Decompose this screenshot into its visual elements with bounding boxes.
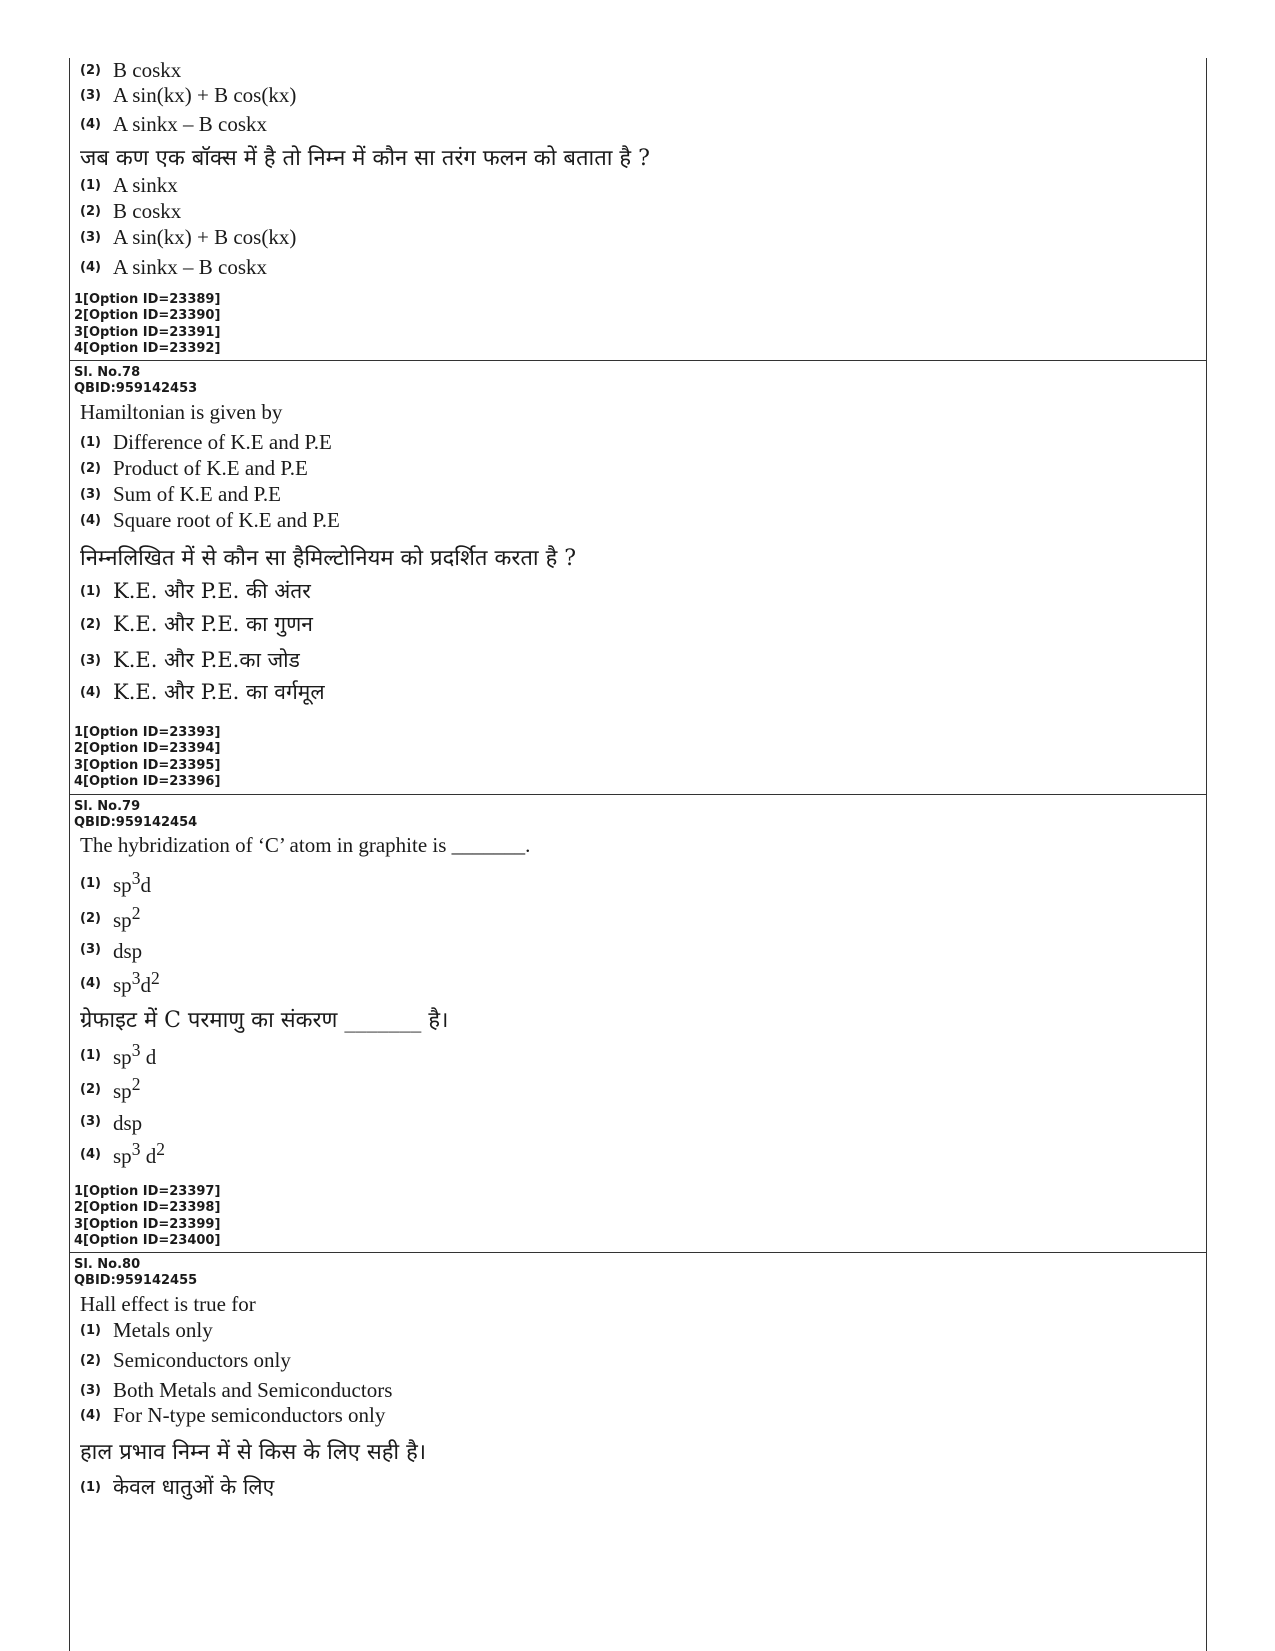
option-number: (3) — [80, 88, 101, 103]
question-text: Hamiltonian is given by — [80, 400, 283, 424]
option-id: 4[Option ID=23396] — [74, 774, 221, 790]
option-row — [80, 173, 178, 197]
option-text: Sum of K.E and P.E — [113, 482, 281, 506]
option-number: (1) — [80, 1479, 101, 1495]
option-number: (1) — [80, 1323, 101, 1338]
option-id: 1[Option ID=23389] — [74, 292, 221, 307]
option-text: Square root of K.E and P.E — [113, 508, 340, 532]
option-row — [80, 1040, 157, 1069]
option-number: (4) — [80, 260, 101, 275]
option-number: (4) — [80, 1408, 101, 1423]
question-text: Hall effect is true for — [80, 1292, 256, 1316]
option-row — [80, 1106, 143, 1135]
option-row — [80, 1473, 274, 1497]
option-text: A sinkx — [113, 173, 178, 197]
option-text: A sin(kx) + B cos(kx) — [113, 83, 297, 107]
option-number: (1) — [80, 1047, 101, 1063]
option-row — [80, 934, 143, 963]
question-text-hindi: जब कण एक बॉक्स में है तो निम्न में कौन सा तरंग फलन को बताता है ? — [80, 146, 650, 171]
option-number: (3) — [80, 487, 101, 502]
option-number: (3) — [80, 652, 101, 668]
question-paper-page — [69, 58, 1207, 1651]
option-text: K.E. और P.E. का गुणन — [113, 612, 313, 636]
option-id: 3[Option ID=23399] — [74, 1216, 221, 1232]
option-id: 2[Option ID=23394] — [74, 741, 221, 757]
option-row — [80, 508, 340, 532]
option-text: K.E. और P.E. की अंतर — [113, 579, 311, 603]
formula: $sp^3$ $d^2$ — [113, 1139, 165, 1168]
option-number: (1) — [80, 178, 101, 193]
option-number: (2) — [80, 1353, 101, 1368]
option-id: 1[Option ID=23397] — [74, 1184, 221, 1199]
option-row — [80, 868, 151, 897]
question-text-hindi: हाल प्रभाव निम्न में से किस के लिए सही है। — [80, 1440, 427, 1465]
formula: $sp^3$ d — [113, 1040, 157, 1069]
option-number: (4) — [80, 117, 101, 132]
serial-number: Sl. No.78 — [74, 365, 141, 380]
option-row — [80, 225, 296, 249]
option-ids — [74, 292, 220, 358]
question-text-hindi: निम्नलिखित में से कौन सा हैमिल्टोनियम को प्रदर्शित करता है ? — [80, 546, 577, 571]
option-text: K.E. और P.E. का वर्गमूल — [113, 680, 325, 704]
option-row — [80, 903, 141, 932]
option-number: (4) — [80, 513, 101, 528]
question-divider — [70, 794, 1206, 795]
option-text: Both Metals and Semiconductors — [113, 1378, 393, 1402]
option-text: Metals only — [113, 1318, 213, 1342]
option-number: (2) — [80, 204, 101, 219]
formula: $sp^2$ — [113, 1074, 141, 1103]
option-row — [80, 482, 281, 506]
option-text: K.E. और P.E.का जोड — [113, 648, 300, 672]
option-row — [80, 112, 267, 136]
option-row — [80, 199, 181, 223]
option-number: (2) — [80, 616, 101, 632]
option-row — [80, 83, 296, 107]
option-number: (4) — [80, 1146, 101, 1162]
option-number: (2) — [80, 1081, 101, 1097]
option-row — [80, 968, 160, 997]
question-header — [74, 365, 197, 398]
option-row — [80, 678, 325, 702]
serial-number: Sl. No.79 — [74, 799, 141, 814]
option-id: 3[Option ID=23395] — [74, 757, 221, 773]
option-row — [80, 646, 300, 670]
option-row — [80, 255, 267, 279]
option-number: (2) — [80, 910, 101, 926]
option-id: 3[Option ID=23391] — [74, 324, 221, 340]
option-row — [80, 430, 332, 454]
option-id: 1[Option ID=23393] — [74, 725, 221, 740]
formula: dsp — [113, 1111, 143, 1135]
option-text: B coskx — [113, 58, 182, 82]
option-number: (2) — [80, 63, 101, 78]
option-row — [80, 1348, 291, 1372]
formula: dsp — [113, 939, 143, 963]
option-text: A sinkx – B coskx — [113, 255, 268, 279]
option-text: Semiconductors only — [113, 1348, 291, 1372]
option-number: (3) — [80, 941, 101, 957]
option-number: (1) — [80, 435, 101, 450]
option-text: Product of K.E and P.E — [113, 456, 308, 480]
question-header — [74, 799, 197, 832]
qbid: QBID:959142453 — [74, 381, 198, 397]
option-row — [80, 1318, 213, 1342]
option-text: A sinkx – B coskx — [113, 112, 268, 136]
formula: $sp^2$ — [113, 903, 141, 932]
option-id: 2[Option ID=23398] — [74, 1200, 221, 1216]
option-id: 4[Option ID=23400] — [74, 1233, 221, 1249]
option-id: 4[Option ID=23392] — [74, 341, 221, 357]
option-number: (3) — [80, 1113, 101, 1129]
option-number: (4) — [80, 975, 101, 991]
option-id: 2[Option ID=23390] — [74, 308, 221, 324]
option-text: A sin(kx) + B cos(kx) — [113, 225, 297, 249]
option-ids — [74, 725, 220, 791]
option-row — [80, 1074, 141, 1103]
option-row — [80, 577, 311, 601]
option-ids — [74, 1184, 220, 1250]
option-number: (4) — [80, 684, 101, 700]
option-text: Difference of K.E and P.E — [113, 430, 332, 454]
option-row — [80, 456, 308, 480]
qbid: QBID:959142454 — [74, 815, 198, 831]
option-number: (1) — [80, 875, 101, 891]
option-row — [80, 1139, 165, 1168]
option-text: केवल धातुओं के लिए — [113, 1475, 275, 1499]
option-text: For N-type semiconductors only — [113, 1403, 386, 1427]
option-row — [80, 610, 313, 634]
question-text-hindi: ग्रेफाइट में C परमाणु का संकरण _______ है। — [80, 1008, 449, 1033]
serial-number: Sl. No.80 — [74, 1257, 141, 1272]
question-divider — [70, 1252, 1206, 1253]
option-number: (2) — [80, 461, 101, 476]
option-row — [80, 58, 181, 82]
option-number: (1) — [80, 583, 101, 599]
option-row — [80, 1378, 392, 1402]
question-text: The hybridization of ‘C’ atom in graphite is _______. — [80, 833, 531, 857]
option-number: (3) — [80, 1383, 101, 1398]
option-row — [80, 1403, 385, 1427]
option-number: (3) — [80, 230, 101, 245]
formula: $sp^3d^2$ — [113, 968, 160, 997]
question-divider — [70, 360, 1206, 361]
formula: $sp^3d$ — [113, 868, 151, 897]
option-text: B coskx — [113, 199, 182, 223]
question-header — [74, 1257, 197, 1290]
qbid: QBID:959142455 — [74, 1273, 198, 1289]
